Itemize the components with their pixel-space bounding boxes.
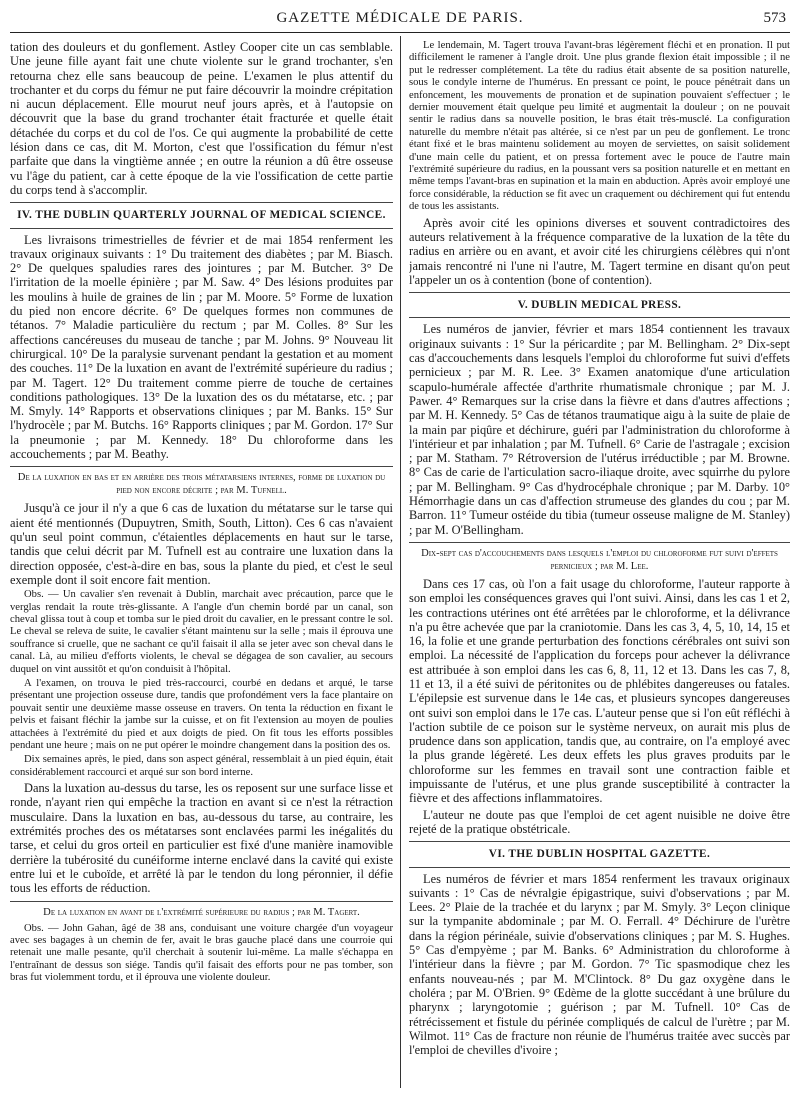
section-rule: [10, 202, 393, 203]
page-header: [10, 8, 790, 33]
section-heading-vi: VI. THE DUBLIN HOSPITAL GAZETTE.: [488, 848, 711, 861]
paragraph-obs2: Obs. — John Gahan, âgé de 38 ans, conduisant une voiture chargée d'un voyageur avec ses bagages à un chemin de fer, avait le bras gauche placé dans une courroie qui retenait une malle pesante, qu'il cherchait à soutenir lui-même. La malle s'échappa en l'entraînant de dessus son siége. Tandis qu'il faisait des efforts pour ne pas tomber, son bras fut violemment tordu, et il éprouva une violente douleur.: [10, 922, 393, 984]
section-rule: [409, 841, 790, 842]
paragraph-dans-ces-cas: Dans ces 17 cas, où l'on a fait usage du chloroforme, l'auteur rapporte à son emploi les conséquences graves qui l'ont suivi. Ainsi, dans les cas 1 et 2, les contractions utérines ont été arrêtées par le chloroforme, et la délivrance n'a pu être achevée que par la craniotomie. Dans les cas 3, 4, 5, 10, 14, 15 et 16, la folie et une grande perturbation des fonctions cérébrales ont suivi son emploi. La nécessité de l'application du forceps pour achever la délivrance est attribuée à son emploi dans les cas 6, 8, 11, 12 et 13. Dans les cas 7, 8, 11 et 13, il a été suivi de péritonites ou de phlébites dangereuses ou fatales. L'épilepsie est survenue dans le 14e cas, et plusieurs syncopes dangereuses ont suivi son emploi dans le 17e cas. L'auteur pense que si l'on eût réfléchi à l'action subtile de ce poison sur le système nerveux, on aurait mis plus de prudence dans son application, tandis que, au contraire, on l'a employé avec la plus grande légèreté. Les deux effets les plus graves produits par le chloroforme sur les femmes en travail sont une contraction faible et impuissante de l'utérus, et une plus grande susceptibilité à contracter la fièvre et des affections inflammatoires.: [409, 576, 790, 806]
subsection-heading-radius: De la luxation en avant de l'extrémité supérieure du radius ; par M. Tagert.: [43, 906, 360, 918]
paragraph-numeros: Les numéros de janvier, février et mars 1854 contiennent les travaux originaux suivants : 1° Sur la péricardite ; par M. Bellingham. 2° Dix-sept cas d'accouchements dans lesquels l'emploi du chloroforme fut suivi d'effets pernicieux ; par M. R. Lee. 3° Examen anatomique d'une articulation scapulo-humérale affectée d'arthrite rhumatismale chronique ; par M. J. Pawer. 4° Remarques sur la crise dans la fièvre et dans d'autres affections ; par M. H. Kennedy. 5° Cas de tétanos traumatique aigu à la suite de plaie de la main par piqûre et déchirure, guéri par l'administration du chloroforme à l'intérieur et par inhalation ; par M. Tufnell. 6° Carie de l'astragale ; excision ; par M. Statham. 7° Rétroversion de l'utérus irréductible ; par M. Browne. 8° Cas de carie de l'articulation sacro-iliaque droite, avec squirrhe du pylore ; par M. Bellingham. 9° Cas d'hydrocéphale chronique ; par M. Darby. 10° Hémorrhagie dans un cas d'affection strumeuse des glandes du cou ; par M. Barron. 11° Tumeur ostéide du tibia (tumeur osseuse maligne de M. Stanley) ; par M. O'Bellingham.: [409, 322, 790, 537]
journal-title: GAZETTE MÉDICALE DE PARIS.: [276, 10, 524, 26]
subsection-heading-dix-sept: Dix-sept cas d'accouchements dans lesquels l'emploi du chloroforme fut suivi d'effets pernicieux ; par M. Lee.: [421, 547, 778, 572]
section-rule: [409, 867, 790, 868]
section-rule: [10, 901, 393, 902]
section-rule: [409, 292, 790, 293]
page-number: 573: [763, 10, 786, 26]
paragraph-cooper: tation des douleurs et du gonflement. Astley Cooper cite un cas semblable. Une jeune fille ayant fait une chute violente sur le grand trochanter, s'en retourna chez elle sans beaucoup de peine. L'examen le plus attentif du trochanter et du corps du fémur ne put faire découvrir la moindre crépitation ni aucun déplacement. Elle mourut neuf jours après, et à l'autopsie on découvrit que la base du grand trochanter était fracturée et quelle était détachée du corps et du col de l'os. Ce qui augmente la probabilité de cette lésion dans ce cas, dit M. Morton, c'est que l'ossification du fémur n'est parfaite que dans la vingtième année ; en outre la réunion a dû être osseuse vu l'âge du patient, car à cette époque de la vie l'ossification de cette partie du corps tend à s'accomplir.: [10, 40, 393, 197]
section-heading-iv: IV. THE DUBLIN QUARTERLY JOURNAL OF MEDICAL SCIENCE.: [17, 209, 386, 222]
paragraph-apres: Après avoir cité les opinions diverses et souvent contradictoires des auteurs relativement à la fréquence comparative de la luxation de la tête du radius en arrière ou en avant, et avoir cité les chirurgiens célèbres qui n'ont jamais rencontré ni l'une ni l'autre, M. Tagert termine en disant qu'on peut l'appeler un os à contention (bone of contention).: [409, 215, 790, 287]
paragraph-dans-luxation: Dans la luxation au-dessus du tarse, les os reposent sur une surface lisse et ronde, n'ayant rien qui empêche la traction en avant si ce n'est la rétraction musculaire. Dans la luxation en bas, au-dessous du tarse, au contraire, les extrémités proches des os métatarses sont enclavées parmi les inégalités du tarse, et celui du gros orteil en particulier est fixé d'une manière inamovible derrière la tubérosité du cunéiforme interne enclavé dans la cavité qui existe entre lui et le cuboïde, et arrêté là par le tendon du long péronnier, il défie tous les efforts de réduction.: [10, 781, 393, 896]
paragraph-dix-semaines: Dix semaines après, le pied, dans son aspect général, ressemblait à un pied équin, était considérablement raccourci et arqué sur son bord interne.: [10, 754, 393, 778]
section-rule: [10, 466, 393, 467]
left-column: [10, 40, 393, 1086]
paragraph-auteur: L'auteur ne doute pas que l'emploi de cet agent nuisible ne doive être rejeté de la pratique obstétricale.: [409, 807, 790, 836]
section-rule: [10, 228, 393, 229]
section-heading-v: V. DUBLIN MEDICAL PRESS.: [517, 299, 682, 312]
paragraph-jusqua: Jusqu'à ce jour il n'y a que 6 cas de luxation du métatarse sur le tarse qui aient été mentionnés (Dupuytren, Smith, South, Litton). Ces 6 cas n'avaient qu'un seul point commun, c'étaientles déplacements en haut sur le tarse, tandis que celui décrit par M. Tufnell est au contraire une luxation dans la direction opposée, c'est-à-dire en bas, sous la plante du pied, et c'est le seul exemple dont il soit encore fait mention.: [10, 501, 393, 587]
paragraph-obs1: Obs. — Un cavalier s'en revenait à Dublin, marchait avec précaution, parce que le verglas rendait la route très-glissante. A l'angle d'un chemin bordé par un canal, son cheval glissa tout à coup et tomba sur le pied droit du cavalier, en le pressant contre le sol. Le cheval se releva de suite, le cavalier s'étant maintenu sur la selle ; mais il éprouva une souffrance si cruelle, que ne sachant ce qu'il faisait il alla se jeter avec son cheval dans le canal. Là, au milieu d'efforts violents, le cheval se dégagea de son cavalier, au secours duquel on vint aussitôt et qu'on conduisit à l'hôpital.: [10, 589, 393, 675]
column-divider: [400, 36, 401, 1088]
paragraph-fevrier: Les numéros de février et mars 1854 renferment les travaux originaux suivants : 1° Cas de névralgie épigastrique, suivi d'observations ; par M. Lees. 2° Plaie de la trachée et du larynx ; par M. Smyly. 3° Leçon clinique sur la tympanite abdominale ; par M. O. Ferrall. 4° Déchirure de l'urètre dans la région périnéale, suivie d'observations cliniques ; par M. S. Hughes. 5° Cas d'empyème ; par M. Banks. 6° Administration du chloroforme à l'intérieur dans la fièvre ; par M. Gordon. 7° Tic spasmodique chez les enfants nouveau-nés ; par M. M'Clintock. 8° Du gaz oxygène dans le choléra ; par M. O'Brien. 9° Œdème de la glotte succédant à une brûlure du pharynx ; laryngotomie ; guérison ; par M. Tufnell. 10° Cas de rétrécissement et fistule du périnée compliqués de calcul de l'urètre ; par M. Wilmot. 11° Cas de fracture non réunie de l'humérus traitée avec succès par l'emploi de chevilles d'ivoire ;: [409, 871, 790, 1058]
section-rule: [409, 317, 790, 318]
paragraph-lendemain: Le lendemain, M. Tagert trouva l'avant-bras légèrement fléchi et en pronation. Il put difficilement le ramener à l'angle droit. Une plus grande flexion était impossible ; il ne put le redresser complétement. La tête du radius était absente de sa position naturelle, sous le condyle interne de l'humérus. En pressant ce point, le pouce pénétrait dans un enfoncement, les mouvements de pronation et de supination pouvaient s'effectuer ; le dernier mouvement était quelque peu limité et augmentait la douleur ; on ne pouvait sentir le radius dans sa nouvelle position, le bras était très-musclé. La configuration naturelle du membre n'était pas altérée, si ce n'est par un peu de gonflement. Le tronc étant fixé et le bras maintenu solidement au moyen de serviettes, on saisit solidement d'une main celle du patient, et on pressa fortement avec le pouce de l'autre main l'extrémité supérieure du radius, en la poussant vers sa position naturelle et en mettant en même temps l'avant-bras en supination et la main en abduction. Après avoir employé une force considérable, la réduction se fit avec un craquement ou déchirement qui fut entendu de tous les assistants.: [409, 40, 790, 213]
section-rule: [409, 542, 790, 543]
paragraph-livraisons: Les livraisons trimestrielles de février et de mai 1854 renferment les travaux originaux suivants : 1° Du traitement des diabètes ; par M. Biasch. 2° De quelques spaludies rares des jointures ; par M. Butcher. 3° De l'irritation de la moelle épinière ; par M. Saw. 4° Des lésions produites par les moulins à huile de graines de lin ; par M. Moore. 5° Forme de luxation du pied non encore décrite. 6° De quelques formes non communes de tétanos. 7° Maladie particulière du rectum ; par M. Colles. 8° Sur les affections cancéreuses du museau de tanche ; par M. Johns. 9° Nouveau lit chirurgical. 10° De la paralysie survenant pendant la gestation et au moment des couches. 11° De la luxation en avant de l'extrémité supérieure du radius ; par M. Tagert. 12° Du traitement comme pierre de touche de certaines conditions pathologiques. 13° De la luxation des os du métatarse, etc. ; par M. Smyly. 14° Rapports et observations cliniques ; par M. Banks. 15° Sur l'hydrocèle ; par M. Butchs. 16° Rapports cliniques ; par M. Gordon. 17° Sur la pneumonie ; par M. Kennedy. 18° Du chloroforme dans les accouchements ; par M. Beathy.: [10, 232, 393, 462]
subsection-heading-luxation: De la luxation en bas et en arrière des trois métatarsiens internes, forme de luxation du pied non encore décrite ; par M. Tufnell.: [17, 472, 386, 497]
paragraph-examen: A l'examen, on trouva le pied très-raccourci, courbé en dedans et arqué, le tarse présentant une projection osseuse dure, tandis que profondément vers la face plantaire on pouvait sentir une deuxième masse osseuse en travers. On tenta la réduction en fixant le pelvis et faisant fléchir la jambe sur la cuisse, et on fit l'extension au moyen de poulies attachées à l'extrémité du pied et aux doigts de pied. On fit tous les efforts possibles pendant une heure ; mais on ne put opérer le moindre changement dans la position des os.: [10, 677, 393, 751]
right-column: [409, 40, 790, 1086]
